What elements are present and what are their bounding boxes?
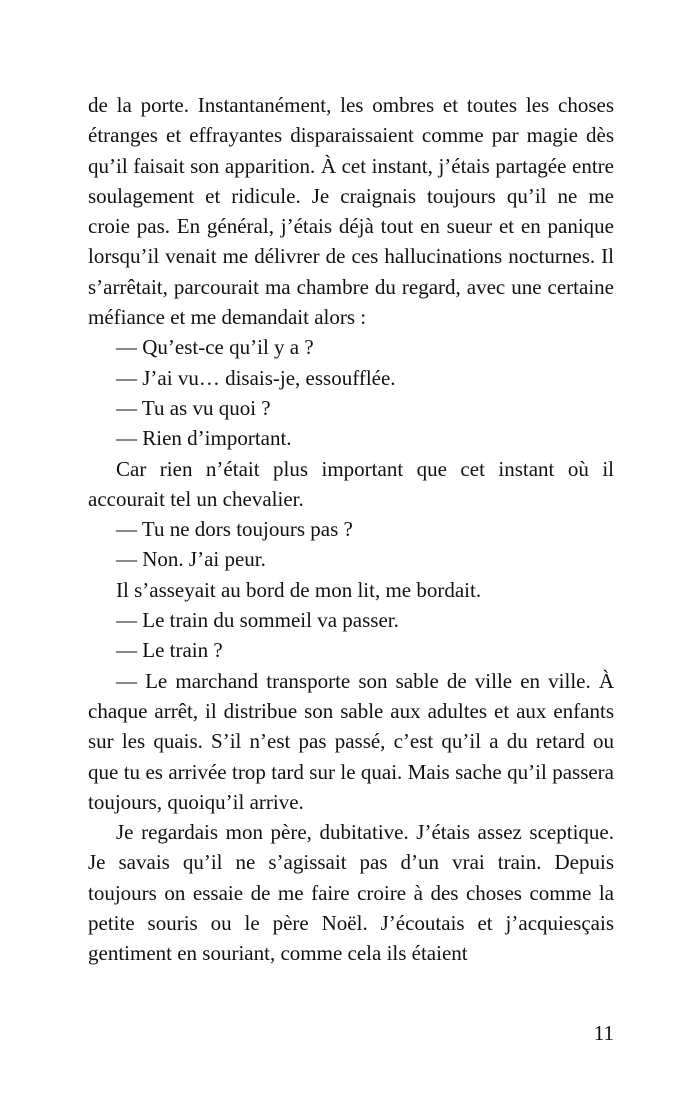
dialogue-line: — Le train du sommeil va passer. xyxy=(116,608,399,633)
page-number: 11 xyxy=(593,1021,614,1045)
dialogue-line: — Le train ? xyxy=(116,638,223,663)
dialogue-line: — Le marchand transporte son sable de ville en ville. À chaque arrêt, il distribue son sable aux adultes et aux enfants sur les quais. S’il n’est pas passé, c’est qu’il a du retard ou que tu es arrivée trop tard sur le quai. Mais sache qu’il passera toujours, quoiqu’il arrive. xyxy=(88,668,614,814)
paragraph: Je regardais mon père, dubitative. J’étais assez sceptique. Je savais qu’il ne s’agissait pas d’un vrai train. Depuis toujours on essaie de me faire croire à des choses comme la petite souris ou le père Noël. J’écoutais et j’acquiesçais gentiment en souriant, comme cela ils étaient xyxy=(88,820,614,966)
paragraph: de la porte. Instantanément, les ombres et toutes les choses étranges et effrayantes disparaissaient comme par magie dès qu’il faisait son apparition. À cet instant, j’étais partagée entre soulagement et ridicule. Je craignais toujours qu’il ne me croie pas. En général, j’étais déjà tout en sueur et en panique lorsqu’il venait me délivrer de ces hallucinations nocturnes. Il s’arrêtait, parcourait ma chambre du regard, avec une certaine méfiance et me demandait alors : xyxy=(88,93,614,330)
paragraph: Car rien n’était plus important que cet instant où il accourait tel un chevalier. xyxy=(88,456,614,511)
dialogue-line: — Rien d’important. xyxy=(116,426,292,451)
dialogue-line: — Non. J’ai peur. xyxy=(116,547,266,572)
dialogue-line: — Tu ne dors toujours pas ? xyxy=(116,517,353,542)
dialogue-line: — Tu as vu quoi ? xyxy=(116,395,271,420)
dialogue-line: — J’ai vu… disais-je, essoufflée. xyxy=(116,365,396,390)
paragraph: Il s’asseyait au bord de mon lit, me bordait. xyxy=(116,577,482,602)
dialogue-line: — Qu’est-ce qu’il y a ? xyxy=(116,335,314,360)
page-body-text xyxy=(88,90,614,969)
